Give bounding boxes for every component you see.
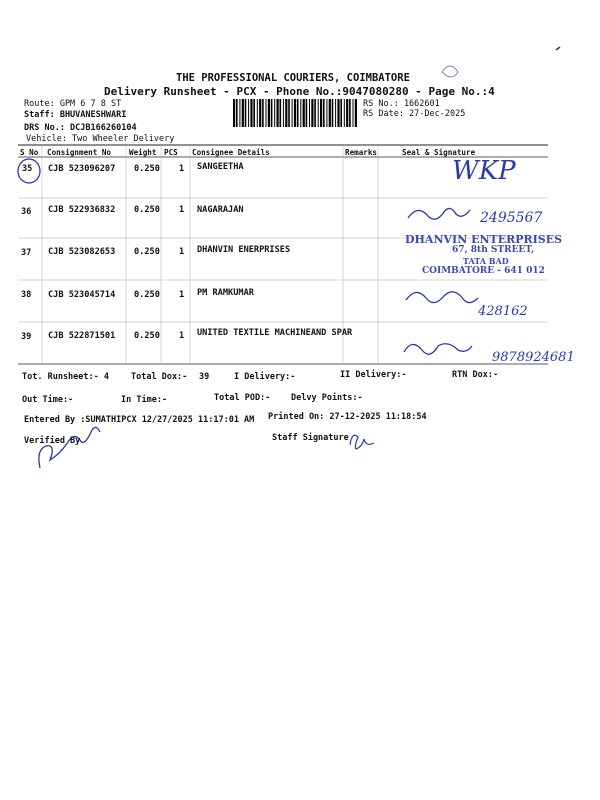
i-delivery: I Delivery:- (234, 372, 296, 382)
rs-number: RS No.: 1662601 (363, 99, 440, 109)
signature-row-35: WKP (452, 156, 516, 186)
signature-row-36 (408, 208, 470, 219)
row-pcs: 1 (179, 290, 185, 300)
row-sno: 39 (21, 332, 32, 342)
company-title: THE PROFESSIONAL COURIERS, COIMBATORE (176, 72, 410, 84)
row-weight: 0.250 (134, 290, 160, 300)
col-consignment: Consignment No (47, 148, 112, 157)
rs-date: RS Date: 27-Dec-2025 (363, 109, 466, 119)
row-consignee: NAGARAJAN (197, 205, 244, 215)
stamp-line-4: COIMBATORE - 641 012 (422, 266, 545, 276)
stamp-line-2: 67, 8th STREET, (452, 245, 535, 255)
tot-runsheet: Tot. Runsheet:- 4 (22, 372, 109, 382)
staff-signature: Staff Signature (272, 433, 349, 443)
verified-by: Verified By (24, 436, 81, 446)
col-sno: S No (20, 148, 39, 157)
verified-signature (39, 427, 100, 468)
in-time: In Time:- (121, 395, 168, 405)
row-sno: 35 (22, 164, 33, 174)
col-consignee: Consignee Details (192, 148, 270, 157)
total-dox-value: 39 (199, 372, 210, 382)
row-sno: 36 (21, 207, 32, 217)
rtn-dox: RTN Dox:- (452, 370, 499, 380)
row-sno: 37 (21, 248, 32, 258)
handwritten-number-38: 428162 (478, 304, 528, 319)
row-consignee: PM RAMKUMAR (197, 288, 254, 298)
row-sno: 38 (21, 290, 32, 300)
stamp-line-1: DHANVIN ENTERPRISES (405, 233, 563, 246)
total-pod: Total POD:- (214, 393, 271, 403)
signature-row-39 (404, 344, 472, 354)
row-consignment: CJB 523096207 (48, 164, 116, 174)
drs-label: DRS No.: DCJB166260104 (24, 123, 137, 133)
runsheet-subtitle: Delivery Runsheet - PCX - Phone No.:9047080280 - Page No.:4 (104, 85, 495, 98)
ii-delivery: II Delivery:- (340, 370, 407, 380)
col-weight: Weight (129, 148, 157, 157)
vehicle-label: Vehicle: Two Wheeler Delivery (26, 134, 175, 144)
row-consignment: CJB 523045714 (48, 290, 116, 300)
row-pcs: 1 (179, 247, 185, 257)
handwritten-number-39: 9878924681 (492, 350, 575, 365)
delvy-points: Delvy Points:- (291, 393, 363, 403)
row-pcs: 1 (179, 164, 185, 174)
row-consignee: UNITED TEXTILE MACHINEAND SPAR (197, 328, 353, 338)
staff-label: Staff: BHUVANESHWARI (24, 110, 127, 120)
entered-by: Entered By :SUMATHIPCX 12/27/2025 11:17:01 AM (24, 415, 255, 425)
col-seal-signature: Seal & Signature (402, 148, 476, 157)
circle-mark (18, 159, 40, 183)
row-consignment: CJB 523082653 (48, 247, 116, 257)
row-pcs: 1 (179, 331, 185, 341)
col-pcs: PCS (164, 148, 178, 157)
route-label: Route: GPM 6 7 8 ST (24, 99, 122, 109)
signature-row-38 (406, 292, 478, 303)
staff-signature-mark (350, 435, 374, 449)
scribble-mark (442, 66, 458, 77)
row-consignee: SANGEETHA (197, 162, 244, 172)
total-dox-label: Total Dox:- (131, 372, 188, 382)
row-pcs: 1 (179, 205, 185, 215)
stamp-line-3: TATA BAD (463, 256, 509, 266)
out-time: Out Time:- (22, 395, 74, 405)
row-consignment: CJB 522936832 (48, 205, 116, 215)
row-weight: 0.250 (134, 247, 160, 257)
row-weight: 0.250 (134, 331, 160, 341)
handwritten-number-36: 2495567 (480, 210, 543, 226)
col-remarks: Remarks (345, 148, 378, 157)
row-weight: 0.250 (134, 164, 160, 174)
row-consignee: DHANVIN ENERPRISES (197, 245, 291, 255)
printed-on: Printed On: 27-12-2025 11:18:54 (268, 412, 427, 422)
row-weight: 0.250 (134, 205, 160, 215)
row-consignment: CJB 522871501 (48, 331, 116, 341)
